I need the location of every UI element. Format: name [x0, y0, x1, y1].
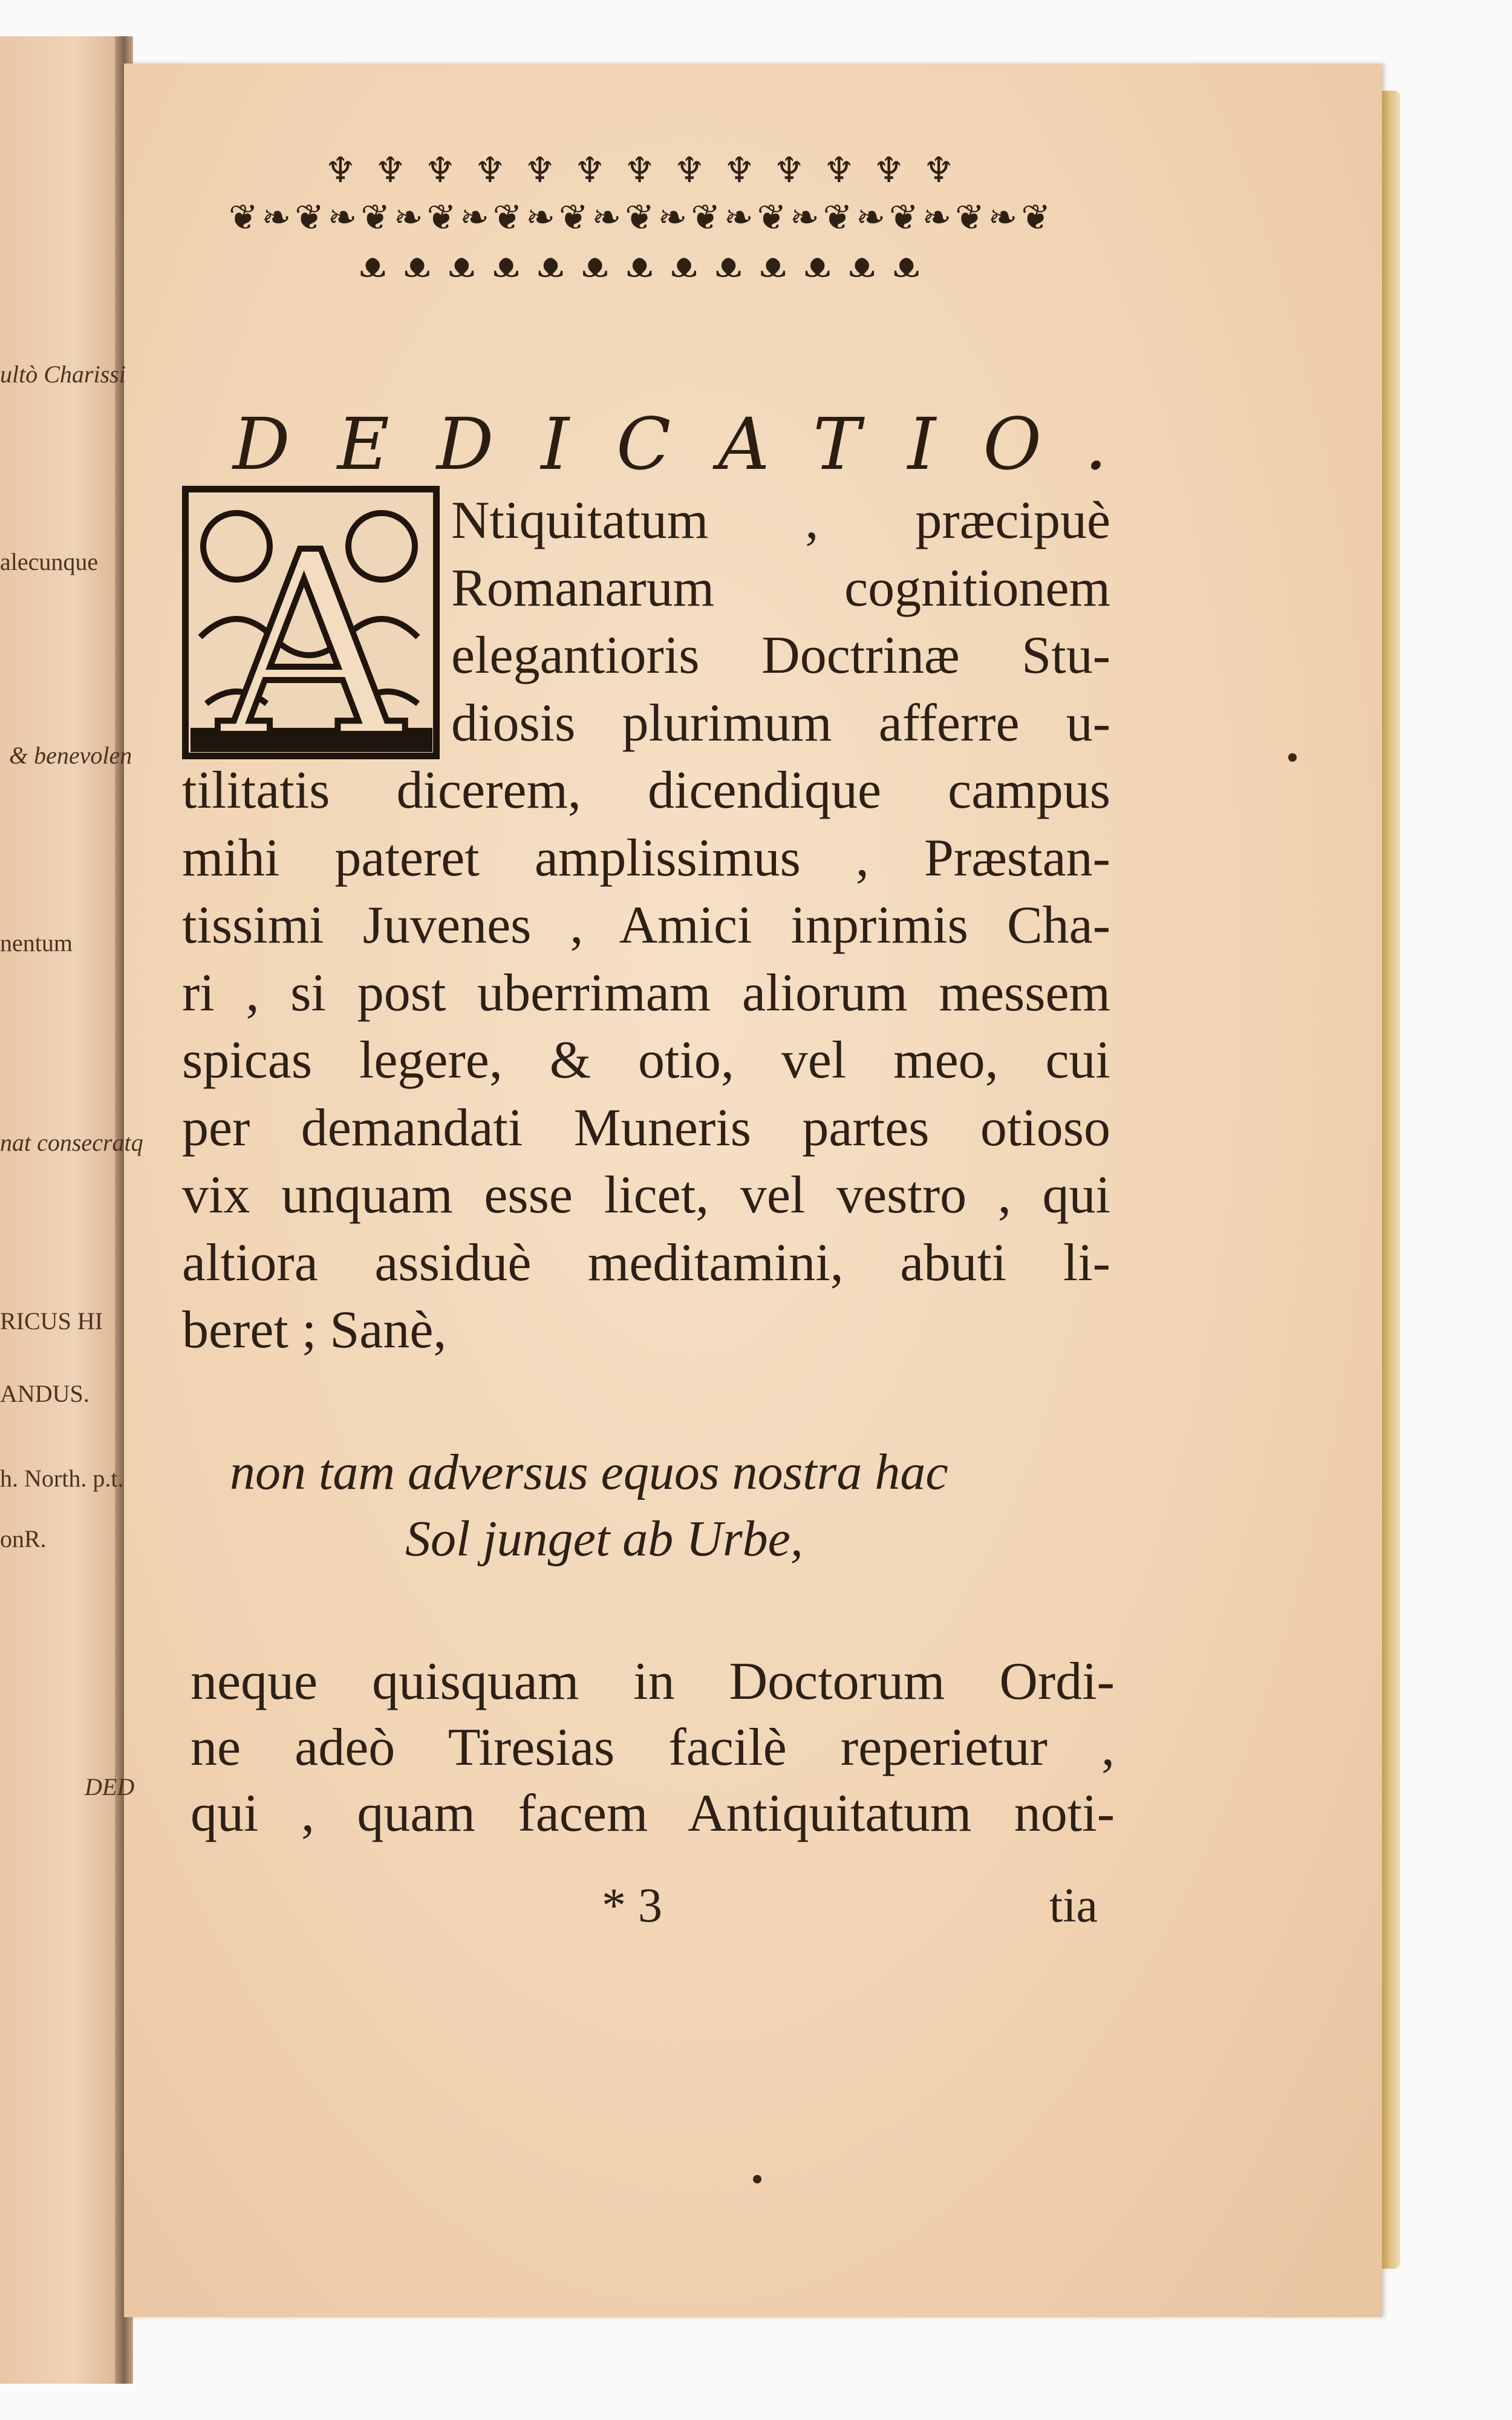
signature-mark: * 3: [602, 1879, 662, 1932]
headpiece-ornament: ♆ ♆ ♆ ♆ ♆ ♆ ♆ ♆ ♆ ♆ ♆ ♆ ♆ ❦❧❦❧❦❧❦❧❦❧❦❧❦❧❦❧❦❧❦❧❦❧❦❧❦ ᴥ ᴥ ᴥ ᴥ ᴥ ᴥ ᴥ ᴥ ᴥ ᴥ ᴥ ᴥ ᴥ: [229, 149, 1054, 285]
left-page-line: nat consecratq: [0, 1129, 143, 1156]
text-line: qui , quam facem Antiquitatum noti-: [191, 1784, 1115, 1843]
text-line: ri , si post uberrimam aliorum messem: [182, 963, 1110, 1022]
paragraph-2: [191, 1649, 1115, 1846]
left-page-line: RICUS HI: [0, 1307, 103, 1335]
left-page-line: nentum: [0, 929, 73, 957]
paragraph-1: [182, 487, 1110, 1364]
catchword: tia: [1049, 1879, 1098, 1932]
left-page-line: h. North. p.t.: [0, 1465, 124, 1492]
text-line: tissimi Juvenes , Amici inprimis Cha-: [182, 896, 1110, 955]
text-line: neque quisquam in Doctorum Ordi-: [191, 1652, 1115, 1711]
left-page-line: ultò Charissi: [0, 361, 126, 388]
text-line: Romanarum cognitionem: [451, 558, 1110, 618]
text-line: elegantioris Doctrinæ Stu-: [451, 626, 1110, 685]
paper-spot: [753, 2175, 761, 2183]
verse-line: non tam adversus equos nostra hac: [230, 1444, 948, 1500]
verse-line: Sol junget ab Urbe,: [405, 1511, 803, 1567]
text-line: vix unquam esse licet, vel vestro , qui: [182, 1166, 1110, 1225]
text-line: altiora assiduè meditamini, abuti li-: [182, 1233, 1110, 1292]
left-page: [0, 36, 124, 2384]
right-page: [124, 64, 1382, 2317]
text-line: spicas legere, & otio, vel meo, cui: [182, 1031, 1110, 1090]
text-line: ne adeò Tiresias facilè reperietur ,: [191, 1718, 1115, 1777]
text-line: beret ; Sanè,: [182, 1301, 447, 1359]
paper-spot: [1288, 753, 1297, 762]
text-line: per demandati Muneris partes otioso: [182, 1098, 1110, 1157]
text-line: diosis plurimum afferre u-: [451, 693, 1110, 753]
page-title: DEDICATIO.: [233, 402, 1155, 486]
left-page-line: ANDUS.: [0, 1380, 90, 1407]
left-page-line: alecunque: [0, 548, 99, 575]
drop-cap-letter: A: [219, 499, 403, 759]
left-page-line: onR.: [0, 1525, 47, 1552]
text-line: Ntiquitatum , præcipuè: [451, 491, 1110, 550]
text-line: mihi pateret amplissimus , Præstan-: [182, 828, 1110, 888]
left-page-line: DED: [85, 1773, 135, 1800]
text-line: tilitatis dicerem, dicendique campus: [182, 761, 1110, 820]
left-page-line: & benevolen: [9, 742, 132, 769]
